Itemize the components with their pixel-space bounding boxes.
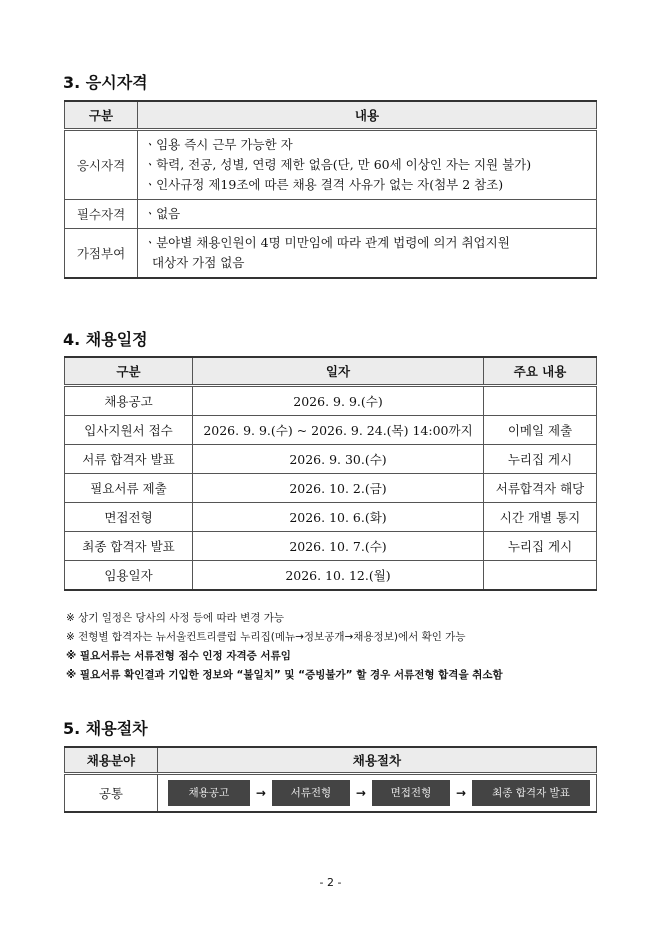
arrow-right-icon: → xyxy=(455,785,466,800)
cell-note: 서류합격자 해당 xyxy=(484,473,597,502)
header-date: 일자 xyxy=(193,357,484,385)
row-label: 응시자격 xyxy=(65,129,138,199)
header-category: 구분 xyxy=(65,101,138,129)
cell-date: 2026. 10. 7.(수) xyxy=(193,531,484,560)
cell-category: 임용일자 xyxy=(65,560,193,590)
row-content xyxy=(138,199,597,228)
cell-date: 2026. 9. 9.(수) ~ 2026. 9. 24.(목) 14:00까지 xyxy=(193,415,484,444)
procedure-flow-cell xyxy=(157,773,596,812)
cell-note: 누리집 게시 xyxy=(484,531,597,560)
bullet-item: ㆍ임용 즉시 근무 가능한 자 xyxy=(144,136,293,152)
cell-date: 2026. 10. 12.(월) xyxy=(193,560,484,590)
header-content: 내용 xyxy=(138,101,597,129)
section4-title: 4. 채용일정 xyxy=(63,330,148,349)
cell-category: 채용공고 xyxy=(65,385,193,415)
arrow-right-icon: → xyxy=(355,785,366,800)
bullet-item: 대상자 가점 없음 xyxy=(144,254,245,270)
cell-category: 면접전형 xyxy=(65,502,193,531)
schedule-notes xyxy=(66,609,503,685)
cell-date: 2026. 9. 30.(수) xyxy=(193,444,484,473)
cell-note: 누리집 게시 xyxy=(484,444,597,473)
schedule-table xyxy=(64,356,597,591)
cell-note xyxy=(484,560,597,590)
table-row xyxy=(65,473,597,502)
table-row xyxy=(65,385,597,415)
cell-note: 시간 개별 통지 xyxy=(484,502,597,531)
cell-category: 서류 합격자 발표 xyxy=(65,444,193,473)
bullet-item: ㆍ학력, 전공, 성별, 연령 제한 없음(단, 만 60세 이상인 자는 지원 불가) xyxy=(144,156,532,172)
note-line: ※ 상기 일정은 당사의 사정 등에 따라 변경 가능 xyxy=(66,612,285,624)
table-row xyxy=(65,531,597,560)
table-row xyxy=(65,773,597,812)
flow-step: 채용공고 xyxy=(168,780,250,806)
table-row xyxy=(65,228,597,278)
note-line: ※ 필요서류 확인결과 기입한 정보와 “불일치” 및 “증빙불가” 할 경우 서류전형 합격을 취소함 xyxy=(66,669,503,681)
table-row xyxy=(65,415,597,444)
cell-category: 최종 합격자 발표 xyxy=(65,531,193,560)
bullet-item: ㆍ인사규정 제19조에 따른 채용 결격 사유가 없는 자(첨부 2 참조) xyxy=(144,176,504,192)
cell-note xyxy=(484,385,597,415)
table-row xyxy=(65,560,597,590)
table-row xyxy=(65,444,597,473)
row-label: 가점부여 xyxy=(65,228,138,278)
arrow-right-icon: → xyxy=(255,785,266,800)
bullet-item: ㆍ없음 xyxy=(144,205,181,221)
cell-date: 2026. 10. 6.(화) xyxy=(193,502,484,531)
cell-note: 이메일 제출 xyxy=(484,415,597,444)
bullet-item: ㆍ분야별 채용인원이 4명 미만임에 따라 관계 법령에 의거 취업지원 xyxy=(144,234,510,250)
table-row xyxy=(65,199,597,228)
row-label: 공통 xyxy=(65,773,158,812)
row-label: 필수자격 xyxy=(65,199,138,228)
cell-date: 2026. 9. 9.(수) xyxy=(193,385,484,415)
header-main-content: 주요 내용 xyxy=(484,357,597,385)
header-field: 채용분야 xyxy=(65,747,158,773)
page-number: - 2 - xyxy=(319,876,342,889)
procedure-table xyxy=(64,746,597,813)
row-content xyxy=(138,129,597,199)
note-line: ※ 필요서류는 서류전형 점수 인정 자격증 서류임 xyxy=(66,650,291,662)
section5-title: 5. 채용절차 xyxy=(63,719,148,738)
header-category: 구분 xyxy=(65,357,193,385)
table-row xyxy=(65,502,597,531)
cell-date: 2026. 10. 2.(금) xyxy=(193,473,484,502)
note-line: ※ 전형별 합격자는 뉴서울컨트리클럽 누리집(메뉴→정보공개→채용정보)에서 확인 가능 xyxy=(66,631,466,643)
qualification-table xyxy=(64,100,597,279)
flow-step: 면접전형 xyxy=(372,780,450,806)
flow-step: 최종 합격자 발표 xyxy=(472,780,590,806)
procedure-flow xyxy=(164,780,590,806)
header-procedure: 채용절차 xyxy=(157,747,596,773)
cell-category: 입사지원서 접수 xyxy=(65,415,193,444)
cell-category: 필요서류 제출 xyxy=(65,473,193,502)
flow-step: 서류전형 xyxy=(272,780,350,806)
row-content xyxy=(138,228,597,278)
table-row xyxy=(65,129,597,199)
section3-title: 3. 응시자격 xyxy=(63,73,148,92)
